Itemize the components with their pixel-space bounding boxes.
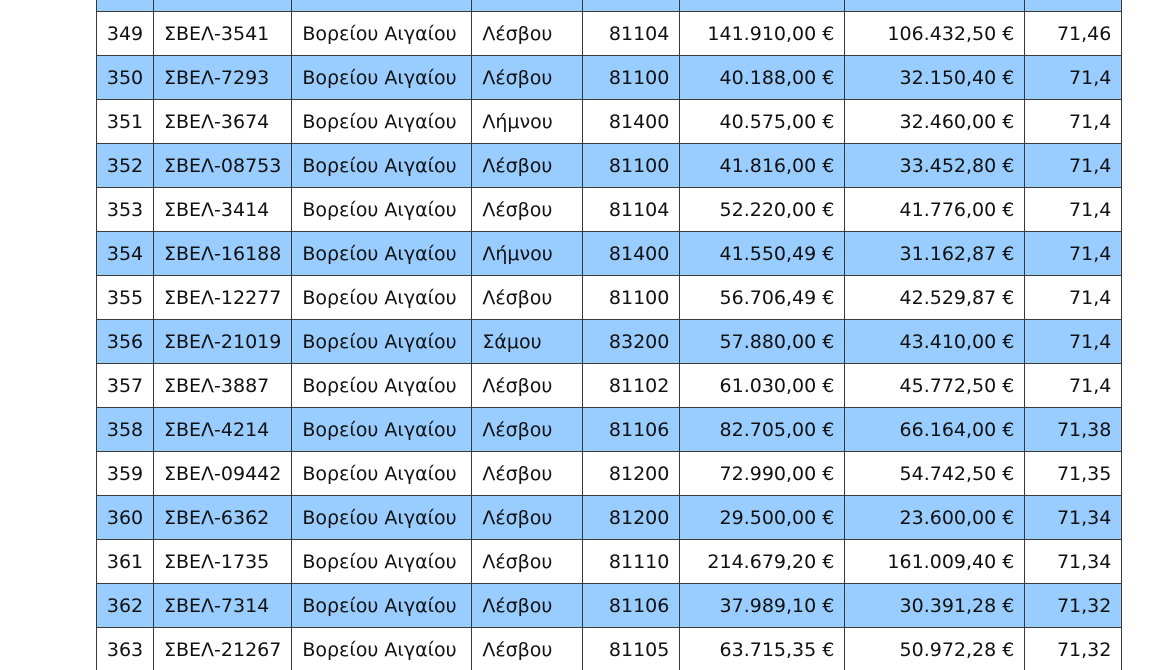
cell-subsidy: 33.452,80 € (845, 144, 1025, 188)
cell-regional-unit: Λέσβου (472, 540, 583, 584)
cell-budget: 141.910,00 € (680, 12, 845, 56)
cell-application-code: ΣΒΕΛ-3541 (154, 12, 292, 56)
cell-subsidy: 66.164,00 € (845, 408, 1025, 452)
cell-subsidy: 54.742,50 € (845, 452, 1025, 496)
cell-row-number: 350 (97, 56, 154, 100)
cell-postcode: 81100 (583, 276, 680, 320)
cell-region: Βορείου Αιγαίου (292, 496, 472, 540)
cell-subsidy: 41.776,00 € (845, 188, 1025, 232)
cell-row-number: 355 (97, 276, 154, 320)
table-row (97, 100, 1122, 144)
cell-region (292, 0, 472, 12)
cell-regional-unit: Λέσβου (472, 144, 583, 188)
cell-budget: 52.220,00 € (680, 188, 845, 232)
cell-budget: 40.188,00 € (680, 56, 845, 100)
cell-region: Βορείου Αιγαίου (292, 100, 472, 144)
cell-subsidy: 43.410,00 € (845, 320, 1025, 364)
cell-row-number: 359 (97, 452, 154, 496)
cell-budget: 41.550,49 € (680, 232, 845, 276)
table-row (97, 540, 1122, 584)
table-row (97, 188, 1122, 232)
cell-row-number: 361 (97, 540, 154, 584)
cell-score: 71,4 (1025, 188, 1122, 232)
table-row (97, 628, 1122, 670)
cell-application-code: ΣΒΕΛ-6362 (154, 496, 292, 540)
cell-regional-unit: Λέσβου (472, 364, 583, 408)
cell-budget: 82.705,00 € (680, 408, 845, 452)
cell-regional-unit: Λέσβου (472, 628, 583, 670)
cell-regional-unit: Λέσβου (472, 276, 583, 320)
cell-subsidy: 32.460,00 € (845, 100, 1025, 144)
table-row (97, 232, 1122, 276)
cell-regional-unit: Λέσβου (472, 188, 583, 232)
cell-application-code: ΣΒΕΛ-7314 (154, 584, 292, 628)
cell-row-number: 358 (97, 408, 154, 452)
cell-budget: 57.880,00 € (680, 320, 845, 364)
cell-postcode: 81100 (583, 144, 680, 188)
cell-postcode: 81100 (583, 56, 680, 100)
cell-postcode: 81110 (583, 540, 680, 584)
cell-budget: 56.706,49 € (680, 276, 845, 320)
cell-subsidy: 30.391,28 € (845, 584, 1025, 628)
table-row (97, 276, 1122, 320)
cell-subsidy: 42.529,87 € (845, 276, 1025, 320)
cell-subsidy: 45.772,50 € (845, 364, 1025, 408)
cell-postcode: 81200 (583, 496, 680, 540)
cell-postcode: 81104 (583, 188, 680, 232)
cell-subsidy: 32.150,40 € (845, 56, 1025, 100)
cell-postcode: 83200 (583, 320, 680, 364)
cell-application-code: ΣΒΕΛ-3887 (154, 364, 292, 408)
cell-row-number: 354 (97, 232, 154, 276)
table-row (97, 408, 1122, 452)
cell-row-number: 351 (97, 100, 154, 144)
cell-application-code: ΣΒΕΛ-21267 (154, 628, 292, 670)
cell-row-number: 360 (97, 496, 154, 540)
table-body (97, 0, 1122, 670)
cell-score: 71,34 (1025, 540, 1122, 584)
cell-region: Βορείου Αιγαίου (292, 276, 472, 320)
cell-regional-unit: Λήμνου (472, 232, 583, 276)
cell-regional-unit: Λήμνου (472, 100, 583, 144)
cell-row-number (97, 0, 154, 12)
cell-application-code: ΣΒΕΛ-09442 (154, 452, 292, 496)
cell-budget: 29.500,00 € (680, 496, 845, 540)
cell-region: Βορείου Αιγαίου (292, 364, 472, 408)
cell-application-code: ΣΒΕΛ-21019 (154, 320, 292, 364)
cell-postcode: 81200 (583, 452, 680, 496)
cell-postcode: 81106 (583, 408, 680, 452)
cell-application-code: ΣΒΕΛ-1735 (154, 540, 292, 584)
table-row (97, 144, 1122, 188)
table-row (97, 496, 1122, 540)
cell-postcode (583, 0, 680, 12)
cell-regional-unit: Λέσβου (472, 584, 583, 628)
cell-score: 71,4 (1025, 320, 1122, 364)
cell-row-number: 363 (97, 628, 154, 670)
cell-application-code: ΣΒΕΛ-16188 (154, 232, 292, 276)
cell-region: Βορείου Αιγαίου (292, 12, 472, 56)
cell-region: Βορείου Αιγαίου (292, 452, 472, 496)
cell-region: Βορείου Αιγαίου (292, 540, 472, 584)
cell-budget: 63.715,35 € (680, 628, 845, 670)
cell-regional-unit: Σάμου (472, 320, 583, 364)
cell-regional-unit: Λέσβου (472, 452, 583, 496)
table-row (97, 452, 1122, 496)
cell-row-number: 352 (97, 144, 154, 188)
cell-regional-unit (472, 0, 583, 12)
table-row (97, 364, 1122, 408)
cell-application-code (154, 0, 292, 12)
cell-budget: 214.679,20 € (680, 540, 845, 584)
cell-score: 71,38 (1025, 408, 1122, 452)
cell-application-code: ΣΒΕΛ-7293 (154, 56, 292, 100)
cell-postcode: 81102 (583, 364, 680, 408)
table-row (97, 0, 1122, 12)
cell-score: 71,4 (1025, 100, 1122, 144)
table-row (97, 56, 1122, 100)
results-table (96, 0, 1122, 670)
cell-subsidy: 31.162,87 € (845, 232, 1025, 276)
cell-score: 71,4 (1025, 364, 1122, 408)
cell-region: Βορείου Αιγαίου (292, 144, 472, 188)
cell-region: Βορείου Αιγαίου (292, 408, 472, 452)
cell-application-code: ΣΒΕΛ-3674 (154, 100, 292, 144)
cell-region: Βορείου Αιγαίου (292, 56, 472, 100)
cell-score: 71,4 (1025, 232, 1122, 276)
cell-row-number: 362 (97, 584, 154, 628)
table-row (97, 12, 1122, 56)
cell-postcode: 81106 (583, 584, 680, 628)
cell-regional-unit: Λέσβου (472, 408, 583, 452)
cell-subsidy (845, 0, 1025, 12)
cell-subsidy: 50.972,28 € (845, 628, 1025, 670)
cell-score (1025, 0, 1122, 12)
cell-score: 71,4 (1025, 56, 1122, 100)
cell-postcode: 81104 (583, 12, 680, 56)
cell-postcode: 81400 (583, 232, 680, 276)
cell-score: 71,34 (1025, 496, 1122, 540)
cell-postcode: 81105 (583, 628, 680, 670)
cell-application-code: ΣΒΕΛ-4214 (154, 408, 292, 452)
cell-budget (680, 0, 845, 12)
cell-budget: 40.575,00 € (680, 100, 845, 144)
cell-subsidy: 23.600,00 € (845, 496, 1025, 540)
cell-score: 71,35 (1025, 452, 1122, 496)
cell-application-code: ΣΒΕΛ-12277 (154, 276, 292, 320)
cell-score: 71,46 (1025, 12, 1122, 56)
cell-budget: 41.816,00 € (680, 144, 845, 188)
cell-subsidy: 106.432,50 € (845, 12, 1025, 56)
table-row (97, 320, 1122, 364)
cell-regional-unit: Λέσβου (472, 12, 583, 56)
cell-budget: 61.030,00 € (680, 364, 845, 408)
cell-subsidy: 161.009,40 € (845, 540, 1025, 584)
cell-regional-unit: Λέσβου (472, 496, 583, 540)
cell-region: Βορείου Αιγαίου (292, 584, 472, 628)
cell-score: 71,32 (1025, 584, 1122, 628)
cell-application-code: ΣΒΕΛ-08753 (154, 144, 292, 188)
cell-row-number: 349 (97, 12, 154, 56)
cell-budget: 72.990,00 € (680, 452, 845, 496)
cell-row-number: 357 (97, 364, 154, 408)
cell-postcode: 81400 (583, 100, 680, 144)
cell-score: 71,4 (1025, 276, 1122, 320)
cell-region: Βορείου Αιγαίου (292, 320, 472, 364)
cell-row-number: 356 (97, 320, 154, 364)
cell-score: 71,32 (1025, 628, 1122, 670)
cell-region: Βορείου Αιγαίου (292, 232, 472, 276)
table-row (97, 584, 1122, 628)
cell-regional-unit: Λέσβου (472, 56, 583, 100)
cell-application-code: ΣΒΕΛ-3414 (154, 188, 292, 232)
cell-budget: 37.989,10 € (680, 584, 845, 628)
cell-score: 71,4 (1025, 144, 1122, 188)
cell-region: Βορείου Αιγαίου (292, 628, 472, 670)
cell-row-number: 353 (97, 188, 154, 232)
cell-region: Βορείου Αιγαίου (292, 188, 472, 232)
